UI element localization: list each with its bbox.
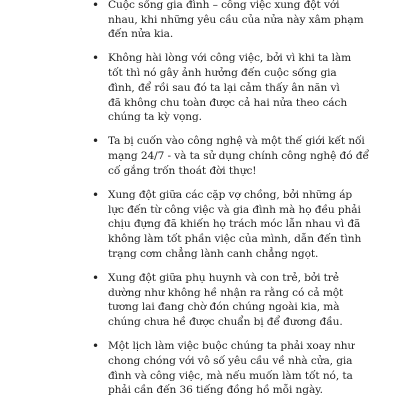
bullet-item: [92, 134, 369, 178]
text-line: không làm tốt phần việc của mình, dẫn đến tình: [108, 233, 362, 246]
bullet-icon: •: [92, 270, 99, 285]
text-line: tương lai đang chờ đón chúng ngoài kia, mà: [108, 301, 340, 314]
text-line: cố gắng trốn thoát đời thực!: [108, 164, 257, 177]
text-line: Xung đột giữa các cặp vợ chồng, bởi những áp: [108, 188, 353, 201]
text-line: đình và công việc, mà nếu muốn làm tốt nó, ta: [108, 369, 353, 382]
bullet-icon: •: [92, 0, 99, 12]
bullet-icon: •: [92, 187, 99, 202]
bullet-icon: •: [92, 134, 99, 149]
text-line: chịu đựng đã khiến họ trách móc lẫn nhau vì đã: [108, 218, 361, 231]
text-line: chúng chưa hề được chuẩn bị để đương đầu.: [108, 316, 343, 329]
text-line: mạng 24/7 - và ta sử dụng chính công nghệ đó để: [108, 150, 369, 163]
text-line: trạng cơm chẳng lành canh chẳng ngọt.: [108, 247, 319, 260]
text-line: nhau, khi những yêu cầu của nửa này xâm phạm: [108, 13, 364, 26]
text-line: Một lịch làm việc buộc chúng ta phải xoay như: [108, 340, 355, 353]
text-line: tốt thì nó gây ảnh hưởng đến cuộc sống gia: [108, 67, 337, 80]
text-line: Không hài lòng với công việc, bởi vì khi ta làm: [108, 52, 352, 65]
bullet-item: [92, 51, 352, 125]
bullet-icon: •: [92, 339, 99, 354]
text-line: đến nửa kia.: [108, 28, 174, 41]
text-line: chong chóng với vô số yêu cầu về nhà cửa, gia: [108, 354, 353, 367]
text-line: phải cần đến 36 tiếng đồng hồ mỗi ngày.: [108, 384, 323, 397]
bullet-item: [92, 270, 344, 330]
text-line: đình, để rồi sau đó ta lại cảm thấy ân năn vì: [108, 81, 340, 94]
text-line: dường như không hề nhận ra rằng có cả một: [108, 286, 344, 299]
text-line: đã không chu toàn được cả hai nửa theo cách: [108, 96, 348, 109]
text-line: Xung đột giữa phụ huynh và con trẻ, bởi trẻ: [108, 271, 339, 284]
text-line: chúng ta kỳ vọng.: [108, 111, 202, 124]
text-line: Cuộc sống gia đình – công việc xung đột với: [108, 0, 340, 11]
text-line: lực đến từ công việc và gia đình mà họ đều phải: [108, 203, 361, 216]
bullet-item: [92, 0, 364, 42]
bullet-icon: •: [92, 51, 99, 66]
text-line: Ta bị cuốn vào công nghệ và một thế giới kết nối: [108, 135, 365, 148]
bullet-item: [92, 339, 355, 398]
bullet-item: [92, 187, 362, 262]
